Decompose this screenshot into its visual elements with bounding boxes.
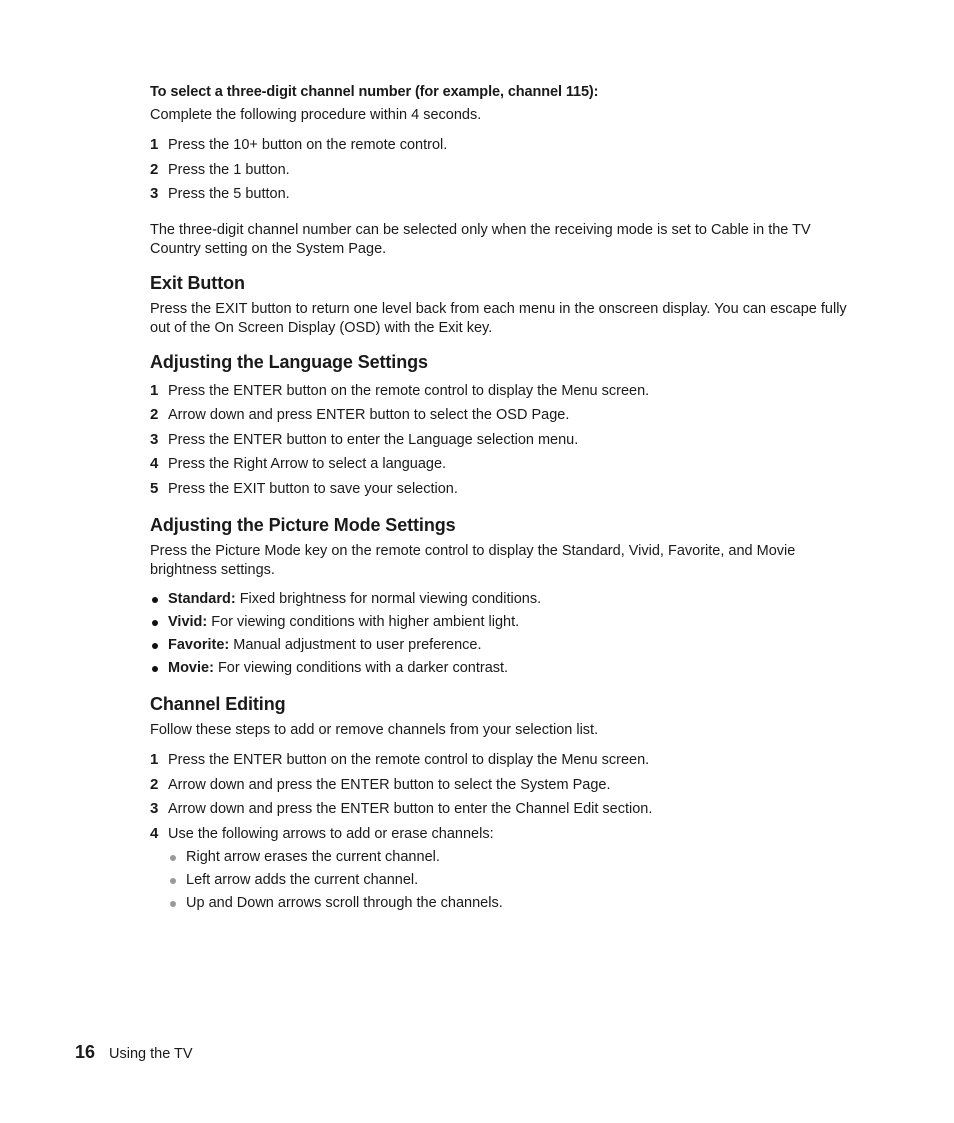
picture-text: Press the Picture Mode key on the remote control to display the Standard, Vivid, Favorite, and Movie brightness settings. xyxy=(150,543,796,578)
three-digit-steps xyxy=(150,133,850,207)
bullet-term: Movie: xyxy=(168,660,214,676)
sub-bullet-text: Right arrow erases the current channel. xyxy=(186,849,440,865)
bullet-icon xyxy=(152,643,158,649)
list-item xyxy=(150,588,850,611)
bullet-icon xyxy=(170,878,176,884)
three-digit-intro: Complete the following procedure within 4 seconds. xyxy=(150,107,482,123)
bullet-icon xyxy=(152,620,158,626)
step-text: Press the EXIT button to save your selection. xyxy=(168,480,458,497)
list-item xyxy=(150,797,850,822)
list-item xyxy=(150,379,850,404)
bullet-term: Favorite: xyxy=(168,637,230,653)
list-item xyxy=(150,611,850,634)
list-item xyxy=(150,634,850,657)
page-footer xyxy=(75,1042,193,1063)
step-number: 2 xyxy=(150,775,159,793)
bullet-term: Standard: xyxy=(168,591,236,607)
step-text: Arrow down and press ENTER button to select the OSD Page. xyxy=(168,407,570,423)
bullet-text: Manual adjustment to user preference. xyxy=(229,637,482,653)
channel-text: Follow these steps to add or remove channels from your selection list. xyxy=(150,722,599,738)
step-text: Press the ENTER button to enter the Language selection menu. xyxy=(168,431,579,448)
step-number: 3 xyxy=(150,800,159,817)
step-text: Press the 5 button. xyxy=(168,186,290,202)
page-content xyxy=(150,84,850,929)
step-text: Press the ENTER button on the remote control to display the Menu screen. xyxy=(168,382,650,399)
exit-text: Press the EXIT button to return one level back from each menu in the onscreen display. You can escape fully out of the On Screen Display (OSD) with the Exit key. xyxy=(150,300,847,336)
step-text: Press the ENTER button on the remote control to display the Menu screen. xyxy=(168,752,650,768)
channel-steps xyxy=(150,748,850,915)
step-text: Press the Right Arrow to select a language. xyxy=(168,456,447,472)
footer-section: Using the TV xyxy=(109,1046,193,1062)
list-item xyxy=(150,182,850,207)
list-item xyxy=(150,158,850,183)
list-item xyxy=(150,403,850,428)
list-item xyxy=(150,773,850,798)
step-number: 2 xyxy=(150,406,159,423)
step-number: 1 xyxy=(150,751,159,768)
list-item xyxy=(150,657,850,680)
language-steps xyxy=(150,379,850,502)
step-text: Arrow down and press the ENTER button to select the System Page. xyxy=(168,776,611,793)
sub-bullet-text: Left arrow adds the current channel. xyxy=(186,872,419,888)
sub-bullet-text: Up and Down arrows scroll through the channels. xyxy=(186,895,503,911)
bullet-icon xyxy=(170,901,176,907)
bullet-text: For viewing conditions with a darker contrast. xyxy=(213,660,509,676)
three-digit-note: The three-digit channel number can be selected only when the receiving mode is set to Cable in the TV Country setting on the System Page. xyxy=(150,221,811,257)
picture-heading: Adjusting the Picture Mode Settings xyxy=(150,515,456,535)
bullet-icon xyxy=(152,666,158,672)
step-number: 3 xyxy=(150,430,159,448)
three-digit-heading: To select a three-digit channel number (for example, channel 115): xyxy=(150,84,599,100)
step-number: 5 xyxy=(150,479,159,497)
picture-bullets xyxy=(150,588,850,680)
page-number: 16 xyxy=(75,1042,96,1062)
list-item xyxy=(150,822,850,847)
list-item xyxy=(150,748,850,773)
list-item xyxy=(150,452,850,477)
step-number: 1 xyxy=(150,381,159,399)
step-text: Arrow down and press the ENTER button to enter the Channel Edit section. xyxy=(168,801,653,817)
list-item xyxy=(150,428,850,453)
step-text: Press the 10+ button on the remote control. xyxy=(168,137,448,153)
bullet-icon xyxy=(170,855,176,861)
bullet-term: Vivid: xyxy=(168,614,208,630)
bullet-text: Fixed brightness for normal viewing conditions. xyxy=(235,591,542,607)
list-item xyxy=(150,133,850,158)
step-number: 3 xyxy=(150,185,159,202)
list-item xyxy=(150,869,850,892)
exit-heading: Exit Button xyxy=(150,272,245,293)
list-item xyxy=(150,892,850,915)
bullet-text: For viewing conditions with higher ambient light. xyxy=(207,614,520,630)
step-text: Press the 1 button. xyxy=(168,161,290,178)
list-item xyxy=(150,477,850,502)
bullet-icon xyxy=(152,597,158,603)
channel-heading: Channel Editing xyxy=(150,694,286,714)
step-number: 4 xyxy=(150,455,159,472)
language-heading: Adjusting the Language Settings xyxy=(150,351,428,372)
list-item xyxy=(150,846,850,869)
step-number: 2 xyxy=(150,160,159,178)
step-number: 1 xyxy=(150,136,159,153)
step-number: 4 xyxy=(150,824,159,842)
step-text: Use the following arrows to add or erase channels: xyxy=(168,825,494,842)
